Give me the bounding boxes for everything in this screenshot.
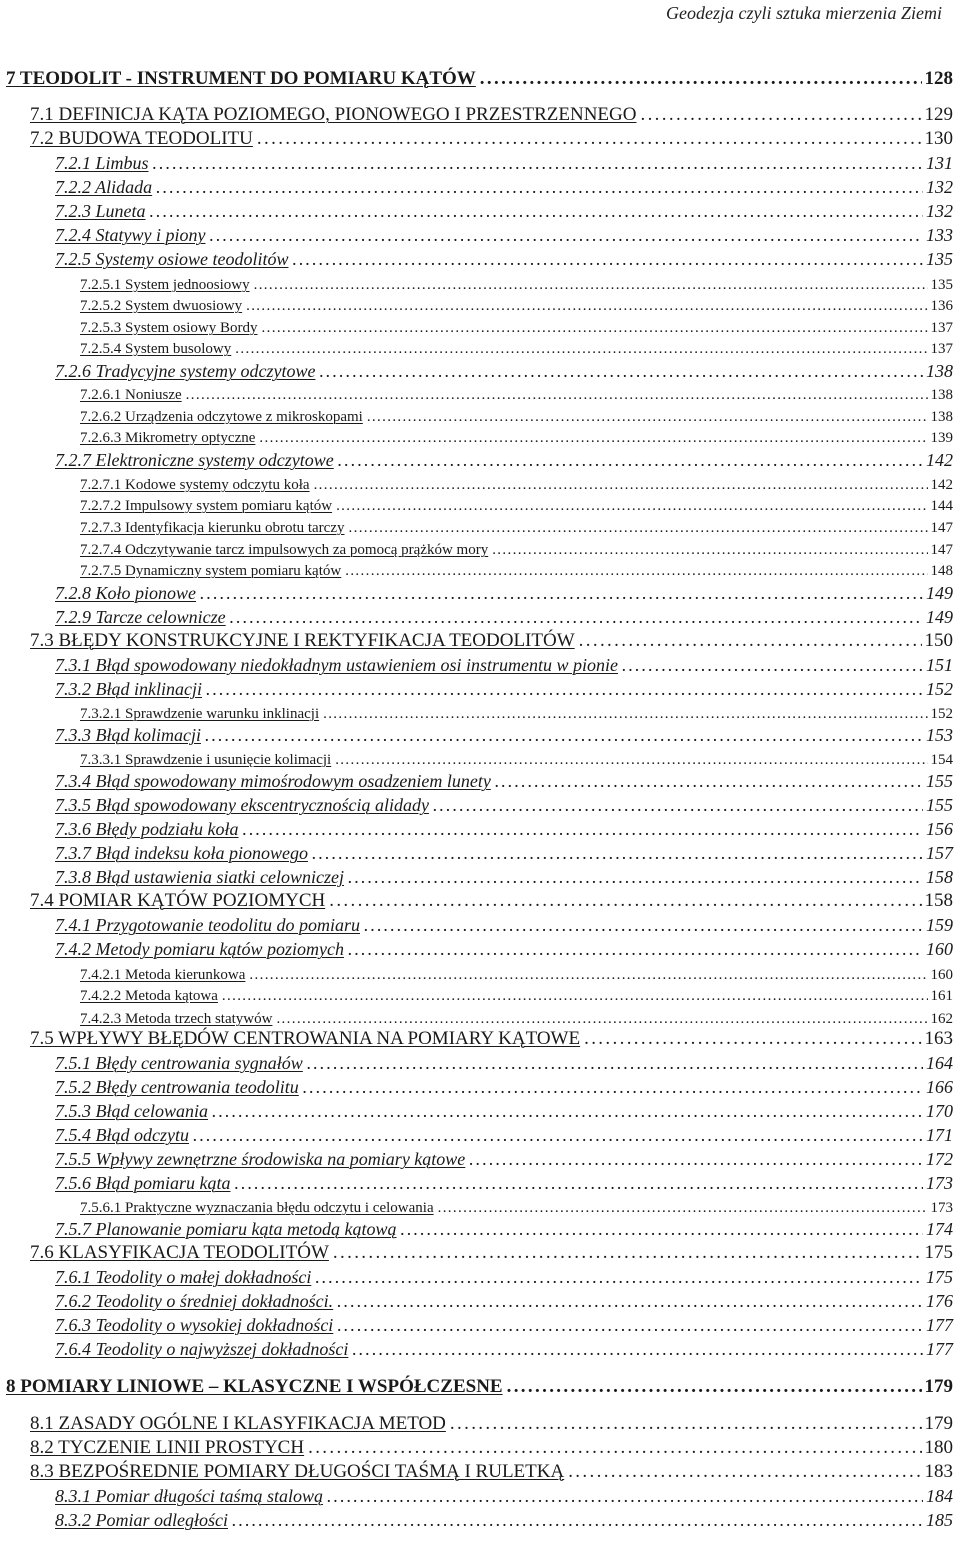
toc-entry-page-number: 162 [930, 1011, 953, 1027]
toc-entry[interactable] [55, 1267, 953, 1288]
toc-entry-page-number: 179 [924, 1413, 953, 1434]
dot-leader [348, 867, 923, 888]
toc-entry[interactable] [80, 297, 953, 315]
dot-leader [254, 276, 928, 294]
toc-entry-title-link[interactable]: 7.2.7.4 Odczytywanie tarcz impulsowych za pomocą prążków mory [80, 542, 489, 558]
dot-leader [333, 1242, 922, 1264]
toc-entry-title-link[interactable]: 7.4.2.3 Metoda trzech statywów [80, 1011, 273, 1027]
toc-entry-page-number: 172 [926, 1149, 953, 1169]
dot-leader [259, 429, 927, 447]
dot-leader [336, 497, 927, 515]
toc-entry[interactable] [55, 843, 953, 864]
toc-entry[interactable] [30, 1437, 953, 1459]
toc-entry-page-number: 142 [926, 450, 953, 470]
toc-entry-title-link[interactable]: 7.5.2 Błędy centrowania teodolitu [55, 1077, 299, 1097]
dot-leader [492, 541, 927, 559]
toc-entry-page-number: 128 [924, 68, 953, 89]
toc-entry[interactable] [55, 939, 953, 960]
toc-entry-page-number: 160 [926, 939, 953, 959]
dot-leader [315, 1267, 923, 1288]
toc-entry-page-number: 133 [926, 225, 953, 245]
toc-entry-title-link[interactable]: 8.3 BEZPOŚREDNIE POMIARY DŁUGOŚCI TAŚMĄ I RULETKĄ [30, 1461, 565, 1482]
toc-entry-page-number: 170 [926, 1101, 953, 1121]
dot-leader [584, 1028, 921, 1050]
toc-entry[interactable] [55, 583, 953, 604]
toc-entry-page-number: 149 [926, 583, 953, 603]
dot-leader [312, 843, 923, 864]
toc-entry-page-number: 166 [926, 1077, 953, 1097]
toc-entry-title-link[interactable]: 7.4 POMIAR KĄTÓW POZIOMYCH [30, 890, 326, 911]
toc-entry[interactable] [80, 497, 953, 515]
toc-entry-page-number: 144 [930, 498, 953, 514]
toc-entry[interactable] [80, 476, 953, 494]
toc-entry[interactable] [55, 1077, 953, 1098]
toc-entry-page-number: 142 [930, 477, 953, 493]
toc-entry-title-link[interactable]: 7.1 DEFINICJA KĄTA POZIOMEGO, PIONOWEGO I PRZESTRZENNEGO [30, 104, 637, 125]
toc-entry-title-link[interactable]: 7.5 WPŁYWY BŁĘDÓW CENTROWANIA NA POMIARY KĄTOWE [30, 1028, 581, 1049]
dot-leader [337, 1291, 923, 1312]
toc-entry-title-link[interactable]: 8.3.1 Pomiar długości taśmą stalową [55, 1486, 324, 1506]
dot-leader [205, 725, 923, 746]
toc-entry-title-link[interactable]: 7 TEODOLIT - INSTRUMENT DO POMIARU KĄTÓW [6, 68, 476, 89]
toc-entry[interactable] [80, 1199, 953, 1217]
dot-leader [348, 939, 923, 960]
toc-entry-page-number: 157 [926, 843, 953, 863]
dot-leader [364, 915, 923, 936]
toc-entry-title-link[interactable]: 7.5.3 Błąd celowania [55, 1101, 208, 1121]
dot-leader [303, 1077, 923, 1098]
toc-entry-page-number: 147 [930, 520, 953, 536]
toc-entry-page-number: 158 [924, 890, 953, 911]
toc-entry-title-link[interactable]: 7.2.7 Elektroniczne systemy odczytowe [55, 450, 334, 470]
toc-entry[interactable] [55, 867, 953, 888]
toc-entry[interactable] [30, 1028, 953, 1050]
dot-leader [153, 153, 923, 174]
toc-entry-title-link[interactable]: 8.1 ZASADY OGÓLNE I KLASYFIKACJA METOD [30, 1413, 446, 1434]
toc-entry-title-link[interactable]: 7.6.1 Teodolity o małej dokładności [55, 1267, 312, 1287]
toc-entry-title-link[interactable]: 7.4.2 Metody pomiaru kątów poziomych [55, 939, 344, 959]
toc-entry[interactable] [55, 819, 953, 840]
toc-entry-page-number: 175 [924, 1242, 953, 1263]
dot-leader [222, 987, 928, 1005]
toc-entry[interactable] [80, 386, 953, 404]
dot-leader [622, 655, 923, 676]
toc-entry-page-number: 160 [930, 967, 953, 983]
toc-entry[interactable] [55, 725, 953, 746]
toc-entry[interactable] [80, 429, 953, 447]
toc-entry[interactable] [80, 1010, 953, 1028]
dot-leader [335, 751, 927, 769]
dot-leader [579, 630, 922, 652]
dot-leader [640, 104, 921, 126]
toc-entry-title-link[interactable]: 7.3 BŁĘDY KONSTRUKCYJNE I REKTYFIKACJA TEODOLITÓW [30, 630, 575, 651]
dot-leader [262, 319, 928, 337]
dot-leader [349, 519, 928, 537]
toc-entry-page-number: 177 [926, 1339, 953, 1359]
toc-entry-title-link[interactable]: 7.5.4 Błąd odczytu [55, 1125, 189, 1145]
toc-entry[interactable] [30, 1461, 953, 1483]
dot-leader [433, 795, 923, 816]
toc-entry-page-number: 132 [926, 177, 953, 197]
toc-entry-page-number: 159 [926, 915, 953, 935]
dot-leader [156, 177, 923, 198]
toc-entry-title-link[interactable]: 7.2.5.2 System dwuosiowy [80, 298, 243, 314]
toc-entry[interactable] [55, 1486, 953, 1507]
toc-entry-title-link[interactable]: 7.4.1 Przygotowanie teodolitu do pomiaru [55, 915, 360, 935]
toc-entry[interactable] [80, 276, 953, 294]
toc-entry[interactable] [55, 771, 953, 792]
toc-entry-page-number: 179 [924, 1376, 953, 1397]
dot-leader [212, 1101, 923, 1122]
toc-entry[interactable] [55, 249, 953, 270]
toc-entry-title-link[interactable]: 7.2.6.3 Mikrometry optyczne [80, 430, 256, 446]
dot-leader [323, 705, 927, 723]
dot-leader [352, 1339, 923, 1360]
toc-entry-page-number: 151 [926, 655, 953, 675]
toc-entry-title-link[interactable]: 7.6 KLASYFIKACJA TEODOLITÓW [30, 1242, 329, 1263]
toc-entry-page-number: 131 [926, 153, 953, 173]
toc-entry[interactable] [55, 450, 953, 471]
toc-entry-title-link[interactable]: 7.2.7.3 Identyfikacja kierunku obrotu tarczy [80, 520, 345, 536]
toc-entry-page-number: 155 [926, 771, 953, 791]
toc-entry-title-link[interactable]: 7.2.6 Tradycyjne systemy odczytowe [55, 361, 316, 381]
dot-leader [345, 562, 927, 580]
toc-entry-title-link[interactable]: 7.2.1 Limbus [55, 153, 149, 173]
dot-leader [329, 890, 921, 912]
toc-entry-title-link[interactable]: 7.3.5 Błąd spowodowany ekscentrycznością alidady [55, 795, 429, 815]
toc-entry-title-link[interactable]: 7.2.7.5 Dynamiczny system pomiaru kątów [80, 563, 342, 579]
toc-entry-page-number: 177 [926, 1315, 953, 1335]
toc-entry-title-link[interactable]: 7.2.8 Koło pionowe [55, 583, 197, 603]
toc-entry-title-link[interactable]: 7.2.7.2 Impulsowy system pomiaru kątów [80, 498, 333, 514]
toc-entry-title-link[interactable]: 7.3.1 Błąd spowodowany niedokładnym ustawieniem osi instrumentu w pionie [55, 655, 618, 675]
dot-leader [469, 1149, 923, 1170]
toc-entry[interactable] [55, 177, 953, 198]
dot-leader [337, 1315, 923, 1336]
dot-leader [246, 297, 927, 315]
toc-entry-title-link[interactable]: 7.5.7 Planowanie pomiaru kąta metodą kątową [55, 1219, 397, 1239]
toc-entry-title-link[interactable]: 7.6.4 Teodolity o najwyższej dokładności [55, 1339, 349, 1359]
dot-leader [308, 1437, 921, 1459]
toc-entry[interactable] [80, 541, 953, 559]
toc-entry-page-number: 135 [930, 277, 953, 293]
dot-leader [327, 1486, 923, 1507]
toc-entry[interactable] [30, 128, 953, 150]
dot-leader [235, 340, 927, 358]
toc-entry[interactable] [30, 630, 953, 652]
toc-entry[interactable] [55, 1339, 953, 1360]
toc-entry[interactable] [30, 890, 953, 912]
toc-entry-page-number: 158 [926, 867, 953, 887]
toc-entry-title-link[interactable]: 7.2.3 Luneta [55, 201, 146, 221]
dot-leader [150, 201, 923, 222]
toc-entry-title-link[interactable]: 7.2.6.1 Noniusze [80, 387, 182, 403]
toc-entry[interactable] [55, 1149, 953, 1170]
dot-leader [232, 1510, 923, 1531]
toc-entry-title-link[interactable]: 7.6.2 Teodolity o średniej dokładności. [55, 1291, 334, 1311]
toc-entry[interactable] [55, 1101, 953, 1122]
toc-entry[interactable] [55, 795, 953, 816]
toc-entry[interactable] [80, 319, 953, 337]
toc-entry-title-link[interactable]: 7.4.2.1 Metoda kierunkowa [80, 967, 246, 983]
toc-entry-title-link[interactable]: 7.2.2 Alidada [55, 177, 153, 197]
toc-entry-page-number: 139 [930, 430, 953, 446]
toc-entry-page-number: 185 [926, 1510, 953, 1530]
toc-entry[interactable] [55, 1125, 953, 1146]
toc-entry-page-number: 132 [926, 201, 953, 221]
toc-entry-page-number: 138 [926, 361, 953, 381]
toc-entry-page-number: 163 [924, 1028, 953, 1049]
toc-entry-title-link[interactable]: 7.2.7.1 Kodowe systemy odczytu koła [80, 477, 310, 493]
toc-entry-page-number: 164 [926, 1053, 953, 1073]
toc-entry-page-number: 148 [930, 563, 953, 579]
toc-entry[interactable] [80, 408, 953, 426]
toc-entry-page-number: 150 [924, 630, 953, 651]
toc-entry-page-number: 174 [926, 1219, 953, 1239]
toc-entry-title-link[interactable]: 7.3.3.1 Sprawdzenie i usunięcie kolimacji [80, 752, 332, 768]
toc-entry[interactable] [80, 966, 953, 984]
toc-entry-title-link[interactable]: 7.2.4 Statywy i piony [55, 225, 206, 245]
toc-entry[interactable] [55, 225, 953, 246]
toc-entry-title-link[interactable]: 8.2 TYCZENIE LINII PROSTYCH [30, 1437, 305, 1458]
dot-leader [438, 1199, 928, 1217]
toc-entry-title-link[interactable]: 8 POMIARY LINIOWE – KLASYCZNE I WSPÓŁCZESNE [6, 1376, 503, 1397]
toc-entry[interactable] [6, 68, 953, 90]
toc-entry[interactable] [55, 201, 953, 222]
toc-entry-title-link[interactable]: 7.3.2.1 Sprawdzenie warunku inklinacji [80, 706, 320, 722]
dot-leader [495, 771, 923, 792]
toc-entry[interactable] [55, 655, 953, 676]
toc-entry-page-number: 147 [930, 542, 953, 558]
toc-entry-page-number: 171 [926, 1125, 953, 1145]
toc-entry-page-number: 161 [930, 988, 953, 1004]
toc-entry-title-link[interactable]: 7.5.6 Błąd pomiaru kąta [55, 1173, 231, 1193]
dot-leader [193, 1125, 923, 1146]
toc-entry-title-link[interactable]: 7.2.5.1 System jednoosiowy [80, 277, 250, 293]
dot-leader [507, 1376, 922, 1398]
toc-entry-title-link[interactable]: 7.5.1 Błędy centrowania sygnałów [55, 1053, 303, 1073]
dot-leader [400, 1219, 923, 1240]
toc-entry-page-number: 135 [926, 249, 953, 269]
toc-entry-title-link[interactable]: 8.3.2 Pomiar odległości [55, 1510, 228, 1530]
dot-leader [209, 225, 923, 246]
toc-entry-page-number: 130 [924, 128, 953, 149]
toc-entry-page-number: 156 [926, 819, 953, 839]
dot-leader [230, 607, 923, 628]
dot-leader [292, 249, 923, 270]
toc-entry[interactable] [80, 562, 953, 580]
dot-leader [338, 450, 923, 471]
toc-entry[interactable] [55, 1291, 953, 1312]
dot-leader [235, 1173, 924, 1194]
toc-entry-title-link[interactable]: 7.3.4 Błąd spowodowany mimośrodowym osadzeniem lunety [55, 771, 491, 791]
dot-leader [367, 408, 928, 426]
toc-entry-title-link[interactable]: 7.2.9 Tarcze celownicze [55, 607, 226, 627]
dot-leader [480, 68, 922, 90]
toc-entry[interactable] [55, 915, 953, 936]
toc-entry[interactable] [30, 1413, 953, 1435]
toc-entry-title-link[interactable]: 7.2 BUDOWA TEODOLITU [30, 128, 253, 149]
toc-entry-page-number: 175 [926, 1267, 953, 1287]
toc-entry-title-link[interactable]: 7.3.2 Błąd inklinacji [55, 679, 202, 699]
toc-entry-title-link[interactable]: 7.4.2.2 Metoda kątowa [80, 988, 218, 1004]
toc-entry[interactable] [55, 679, 953, 700]
toc-entry-title-link[interactable]: 7.2.5 Systemy osiowe teodolitów [55, 249, 289, 269]
dot-leader [249, 966, 927, 984]
toc-entry[interactable] [80, 519, 953, 537]
toc-entry-page-number: 183 [924, 1461, 953, 1482]
toc-entry-page-number: 173 [930, 1200, 953, 1216]
toc-entry[interactable] [80, 340, 953, 358]
toc-entry-page-number: 137 [930, 320, 953, 336]
toc-entry-title-link[interactable]: 7.3.8 Błąd ustawienia siatki celowniczej [55, 867, 344, 887]
toc-entry-title-link[interactable]: 7.3.6 Błędy podziału koła [55, 819, 239, 839]
dot-leader [200, 583, 923, 604]
dot-leader [186, 386, 928, 404]
toc-entry-page-number: 176 [926, 1291, 953, 1311]
toc-entry-page-number: 153 [926, 725, 953, 745]
toc-entry[interactable] [30, 1242, 953, 1264]
toc-entry-page-number: 149 [926, 607, 953, 627]
toc-entry[interactable] [55, 607, 953, 628]
toc-entry[interactable] [55, 1510, 953, 1531]
toc-entry-title-link[interactable]: 7.3.3 Błąd kolimacji [55, 725, 201, 745]
dot-leader [568, 1461, 921, 1483]
toc-entry[interactable] [80, 751, 953, 769]
toc-entry[interactable] [55, 1219, 953, 1240]
dot-leader [314, 476, 928, 494]
toc-entry[interactable] [55, 1053, 953, 1074]
toc-entry[interactable] [55, 1315, 953, 1336]
toc-entry[interactable] [30, 104, 953, 126]
toc-entry[interactable] [55, 361, 953, 382]
toc-entry-page-number: 137 [930, 341, 953, 357]
toc-entry-page-number: 138 [930, 409, 953, 425]
toc-entry[interactable] [55, 153, 953, 174]
toc-entry[interactable] [55, 1173, 953, 1194]
toc-entry[interactable] [80, 705, 953, 723]
toc-entry-page-number: 136 [930, 298, 953, 314]
toc-entry-page-number: 155 [926, 795, 953, 815]
toc-entry-page-number: 152 [926, 679, 953, 699]
dot-leader [257, 128, 922, 150]
dot-leader [450, 1413, 922, 1435]
toc-entry[interactable] [80, 987, 953, 1005]
toc-entry-page-number: 184 [926, 1486, 953, 1506]
toc-entry-title-link[interactable]: 7.5.5 Wpływy zewnętrzne środowiska na pomiary kątowe [55, 1149, 466, 1169]
toc-entry-page-number: 138 [930, 387, 953, 403]
toc-entry-page-number: 129 [924, 104, 953, 125]
toc-entry-page-number: 154 [930, 752, 953, 768]
page-header: Geodezja czyli sztuka mierzenia Ziemi [666, 3, 942, 23]
toc-entry-title-link[interactable]: 7.3.7 Błąd indeksu koła pionowego [55, 843, 308, 863]
dot-leader [206, 679, 923, 700]
dot-leader [276, 1010, 927, 1028]
toc-entry-page-number: 180 [924, 1437, 953, 1458]
toc-entry[interactable] [6, 1376, 953, 1398]
dot-leader [319, 361, 923, 382]
dot-leader [242, 819, 923, 840]
toc-entry-title-link[interactable]: 7.6.3 Teodolity o wysokiej dokładności [55, 1315, 334, 1335]
toc-entry-title-link[interactable]: 7.2.5.3 System osiowy Bordy [80, 320, 258, 336]
toc-entry-page-number: 173 [926, 1173, 953, 1193]
dot-leader [307, 1053, 923, 1074]
toc-entry-title-link[interactable]: 7.2.5.4 System busolowy [80, 341, 232, 357]
toc-entry-title-link[interactable]: 7.2.6.2 Urządzenia odczytowe z mikroskopami [80, 409, 363, 425]
toc-entry-title-link[interactable]: 7.5.6.1 Praktyczne wyznaczania błędu odczytu i celowania [80, 1200, 434, 1216]
toc-entry-page-number: 152 [930, 706, 953, 722]
